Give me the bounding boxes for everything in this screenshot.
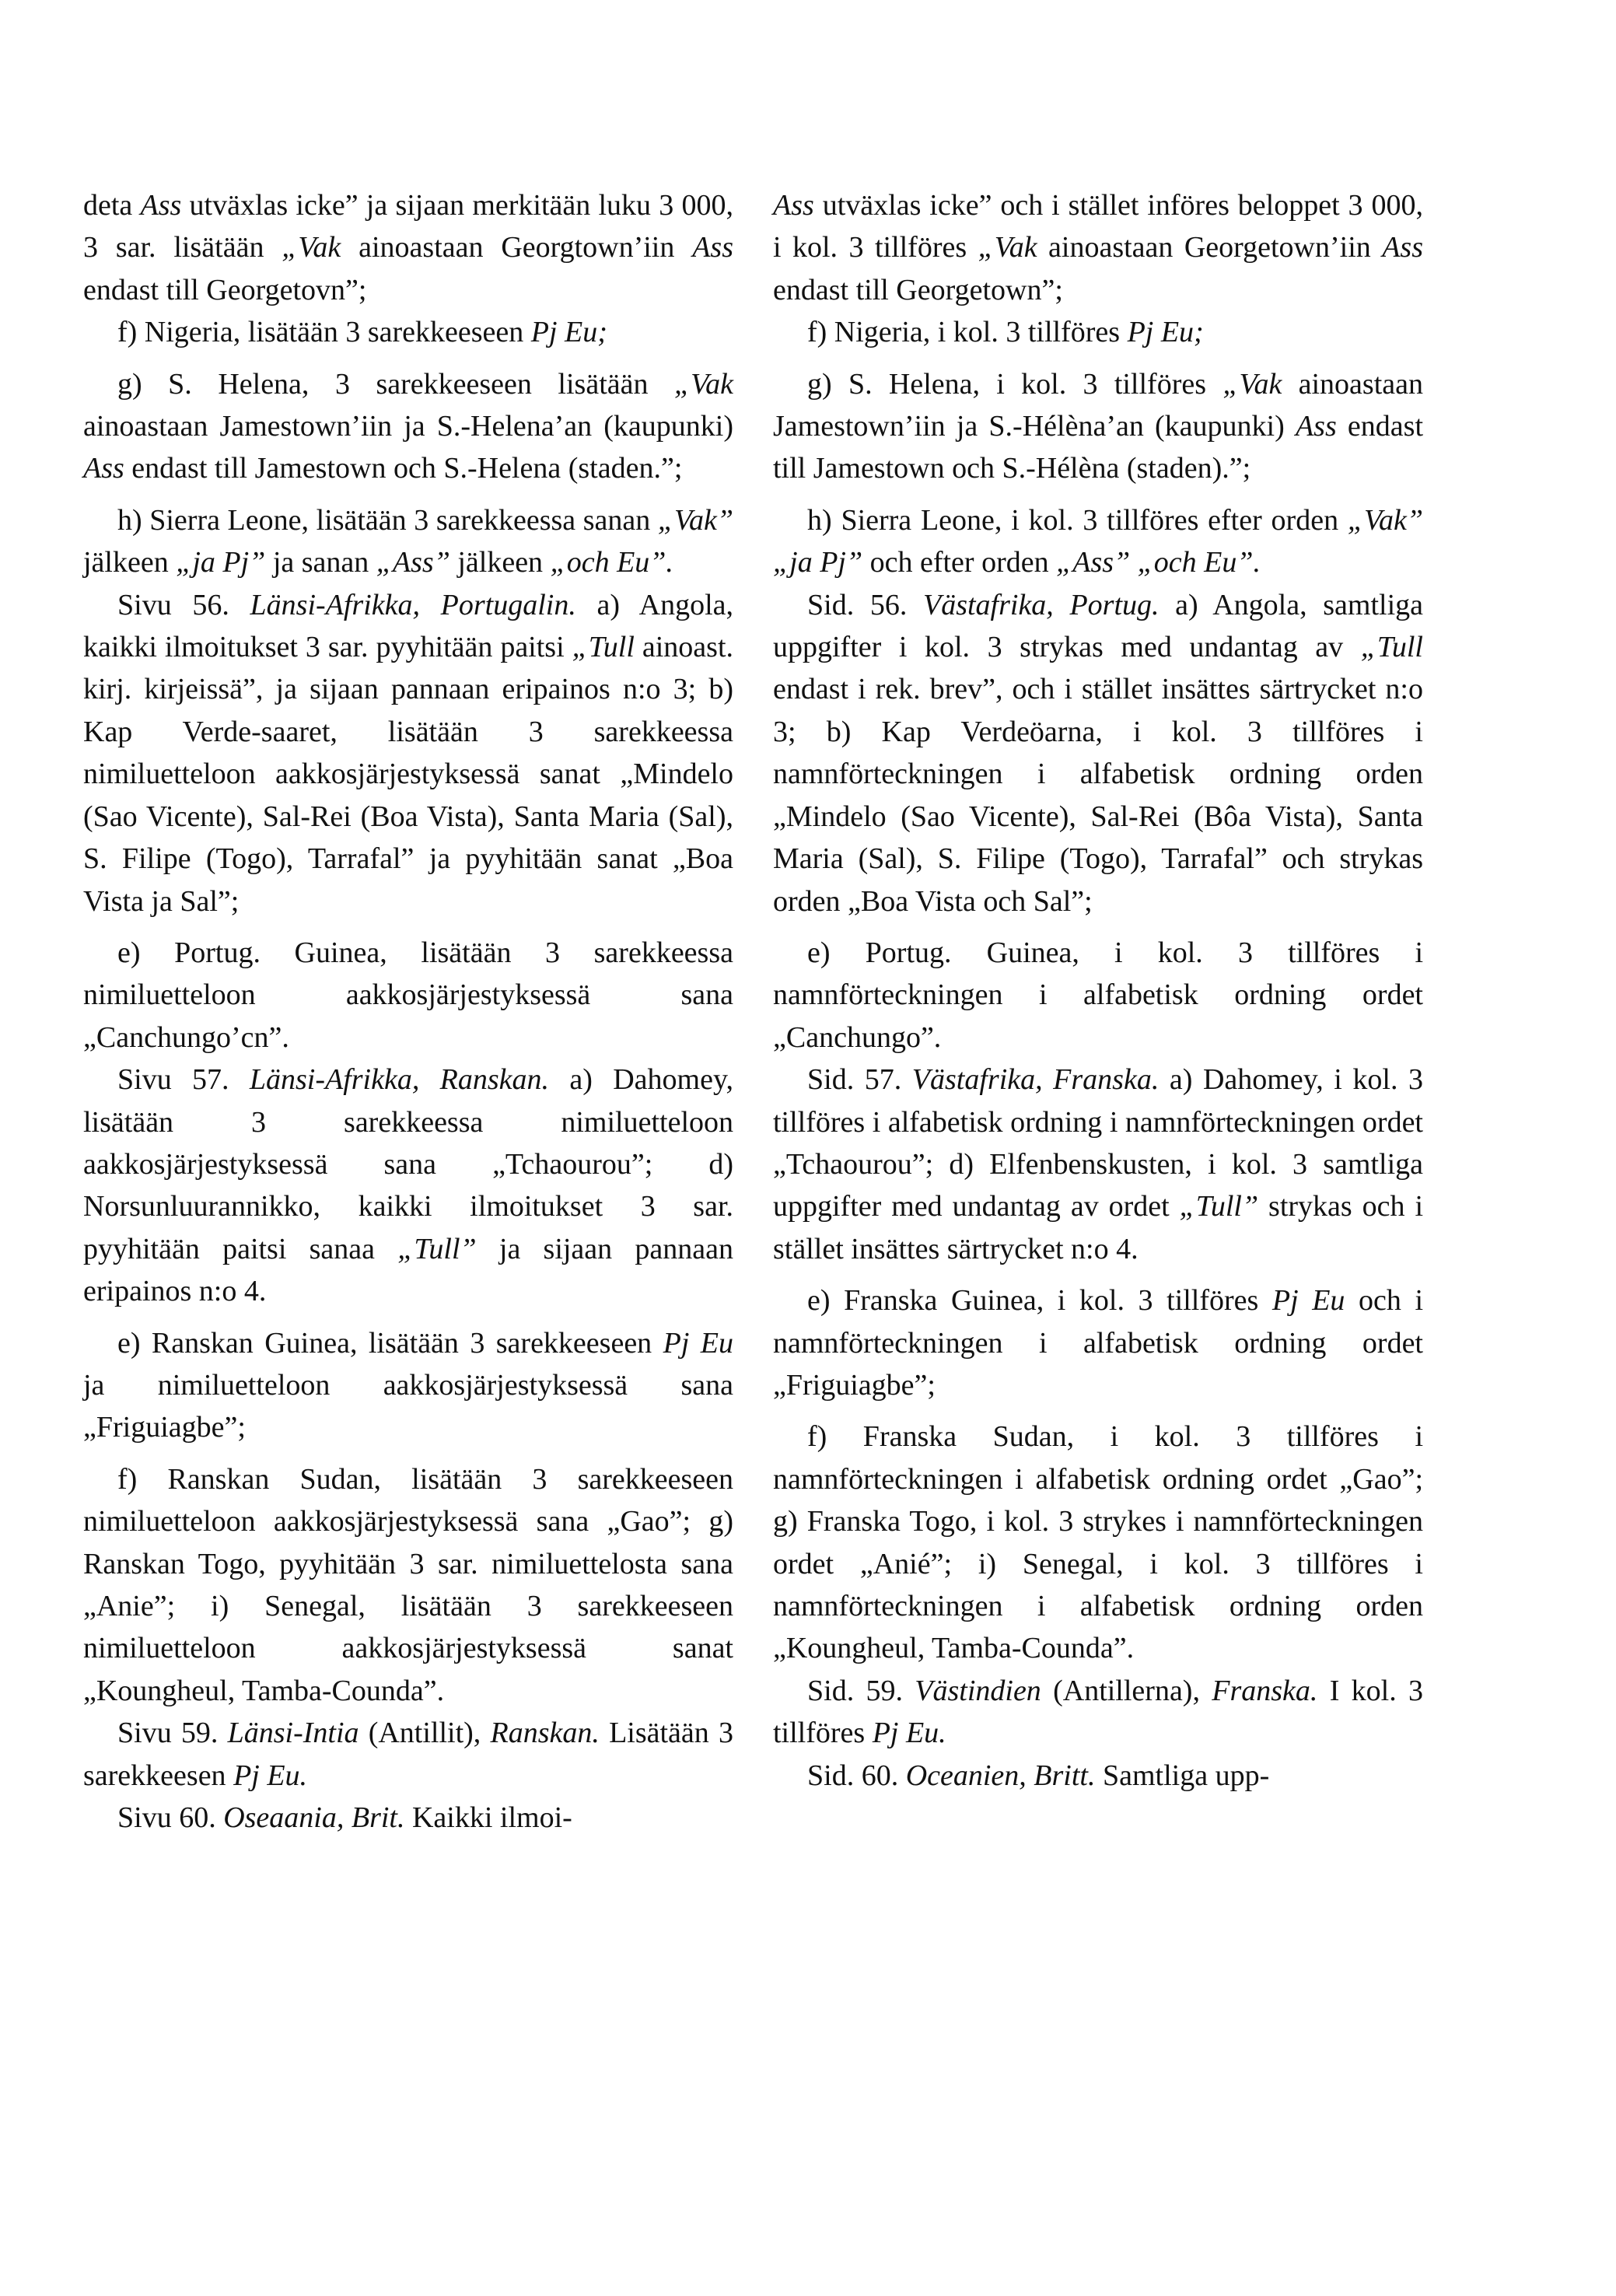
- italic-text: Pj Eu.: [233, 1759, 308, 1792]
- text-run: f) Franska Sudan, i kol. 3 tillföres i namnförteckningen i alfabetisk ordning ordet „Gao”; g) Franska Togo, i kol. 3 strykes i namnförteckningen ordet „Anié”; i) Senegal, i kol. 3 tillföres i namnförteckningen i alfabetisk ordning orden „Koungheul, Tamba-Counda”.: [773, 1420, 1423, 1665]
- text-run: jälkeen: [449, 546, 551, 579]
- italic-text: „Tull: [1360, 631, 1423, 664]
- text-run: a) Angola, kaikki ilmoitukset 3 sar. pyyhitään paitsi: [83, 588, 733, 664]
- text-run: ainoastaan Jamestown’iin ja S.-Hélèna’an (kaupunki): [773, 367, 1423, 443]
- finnish-text-column: [83, 184, 733, 1839]
- text-run: Lisätään 3 sarekkeesen: [83, 1717, 733, 1792]
- italic-text: „Tull: [572, 631, 635, 664]
- italic-text: Ass: [1382, 231, 1424, 264]
- text-run: a) Angola, samtliga uppgifter i kol. 3 strykas med undantag av: [773, 588, 1423, 664]
- text-run: g) S. Helena, i kol. 3 tillföres: [807, 367, 1223, 401]
- text-run: strykas och i stället insättes särtrycket n:o 4.: [773, 1190, 1424, 1265]
- text-run: h) Sierra Leone, i kol. 3 tillföres efter orden: [807, 503, 1348, 537]
- text-run: Sivu 56.: [117, 588, 250, 621]
- text-run: endast till Jamestown och S.-Hélèna (staden).”;: [773, 410, 1423, 485]
- italic-text: Länsi-Afrikka, Portugalin.: [250, 588, 576, 621]
- text-run: ainoast. kirj. kirjeissä”, ja sijaan pannaan eripainos n:o 3; b) Kap Verde-saaret, lisätään 3 sarekkeessa nimiluetteloon aakkosjärjestyksessä sanat „Mindelo (Sao Vicente), Sal-Rei (Boa Vista), Santa Maria (Sal), S. Filipe (Togo), Tarrafal” ja pyyhitään sanat „Boa Vista ja Sal”;: [83, 631, 733, 918]
- italic-text: Pj Eu: [1271, 1284, 1345, 1318]
- paragraph: [83, 1712, 733, 1797]
- text-run: h) Sierra Leone, lisätään 3 sarekkeessa sanan: [117, 503, 658, 537]
- paragraph: [773, 184, 1423, 311]
- italic-text: Länsi-Intia: [227, 1717, 359, 1750]
- italic-text: Pj Eu;: [1127, 316, 1204, 349]
- text-run: utväxlas icke” ja sijaan merkitään luku 3 000, 3 sar. lisätään: [83, 189, 733, 264]
- text-run: endast till Jamestown och S.-Helena (staden.”;: [124, 452, 683, 485]
- italic-text: Ass: [140, 189, 182, 222]
- italic-text: Ass: [1295, 410, 1337, 443]
- text-run: ainoastaan Georgetown’iin: [1037, 231, 1383, 264]
- italic-text: Franska.: [1212, 1674, 1318, 1707]
- italic-text: Västindien: [915, 1674, 1041, 1707]
- italic-text: „ja Pj”: [176, 546, 266, 579]
- text-run: g) S. Helena, 3 sarekkeeseen lisätään: [117, 367, 674, 401]
- text-run: f) Nigeria, lisätään 3 sarekkeeseen: [117, 316, 531, 349]
- text-run: utväxlas icke” och i stället införes beloppet 3 000, i kol. 3 tillföres: [773, 189, 1423, 264]
- italic-text: Oceanien, Britt.: [905, 1759, 1096, 1792]
- text-run: Sivu 59.: [117, 1717, 228, 1750]
- italic-text: „ja Pj”: [773, 546, 863, 579]
- text-run: Sid. 60.: [807, 1759, 906, 1792]
- text-run: e) Ranskan Guinea, lisätään 3 sarekkeeseen: [117, 1326, 663, 1360]
- paragraph: [83, 1059, 733, 1312]
- text-run: I kol. 3 tillföres: [773, 1674, 1423, 1750]
- paragraph: [83, 932, 733, 1059]
- text-run: [1130, 546, 1138, 579]
- text-run: (Antillit),: [359, 1717, 491, 1750]
- italic-text: „Vak: [674, 367, 733, 401]
- italic-text: „Tull”: [1179, 1190, 1259, 1223]
- italic-text: „Vak”: [1347, 503, 1423, 537]
- italic-text: „Vak: [978, 231, 1037, 264]
- paragraph: [773, 311, 1423, 353]
- paragraph: [83, 184, 733, 311]
- italic-text: Västafrika, Franska.: [911, 1063, 1160, 1097]
- text-run: (Antillerna),: [1041, 1674, 1212, 1707]
- paragraph: [83, 584, 733, 922]
- paragraph: [83, 1458, 733, 1712]
- text-run: Sivu 57.: [117, 1063, 250, 1097]
- paragraph: [773, 1416, 1423, 1669]
- paragraph: [773, 363, 1423, 490]
- text-run: endast till Georgetovn”;: [83, 273, 367, 306]
- italic-text: Pj Eu.: [872, 1717, 946, 1750]
- italic-text: Pj Eu: [663, 1326, 734, 1360]
- swedish-text-column: [773, 184, 1423, 1797]
- paragraph: [83, 363, 733, 490]
- text-run: deta: [83, 189, 141, 222]
- text-run: e) Portug. Guinea, lisätään 3 sarekkeessa nimiluetteloon aakkosjärjestyksessä sana „Canchungo’cn”.: [83, 936, 733, 1054]
- text-run: ja sijaan pannaan eripainos n:o 4.: [83, 1232, 733, 1308]
- text-run: endast i rek. brev”, och i stället insättes särtrycket n:o 3; b) Kap Verdeöarna, i kol. 3 tillföres i namnförteckningen i alfabetisk ordning orden „Mindelo (Sao Vicente), Sal-Rei (Bôa Vista), Santa Maria (Sal), S. Filipe (Togo), Tarrafal” och strykas orden „Boa Vista och Sal”;: [773, 673, 1423, 918]
- paragraph: [773, 1670, 1423, 1755]
- text-run: f) Nigeria, i kol. 3 tillföres: [807, 316, 1128, 349]
- italic-text: „Ass”: [376, 546, 450, 579]
- text-run: Samtliga upp-: [1095, 1759, 1270, 1792]
- italic-text: „Vak: [282, 231, 341, 264]
- text-run: jälkeen: [83, 546, 177, 579]
- text-run: ainoastaan Jamestown’iin ja S.-Helena’an (kaupunki): [83, 410, 733, 443]
- text-run: e) Portug. Guinea, i kol. 3 tillföres i namnförteckningen i alfabetisk ordning ordet „Canchungo”.: [773, 936, 1423, 1054]
- italic-text: „Tull”: [397, 1232, 477, 1265]
- text-run: endast till Georgetown”;: [773, 273, 1063, 306]
- paragraph: [773, 1755, 1423, 1797]
- italic-text: „Vak: [1222, 367, 1282, 401]
- text-run: e) Franska Guinea, i kol. 3 tillföres: [807, 1284, 1272, 1318]
- text-run: ainoastaan Georgtown’iin: [341, 231, 693, 264]
- paragraph: [773, 1279, 1423, 1406]
- paragraph: [83, 1322, 733, 1449]
- italic-text: Ass: [773, 189, 814, 222]
- paragraph: [83, 311, 733, 353]
- italic-text: „Vak”: [657, 503, 733, 537]
- paragraph: [83, 499, 733, 584]
- paragraph: [773, 932, 1423, 1059]
- text-run: Kaikki ilmoi-: [404, 1801, 572, 1835]
- paragraph: [773, 584, 1423, 922]
- italic-text: Pj Eu;: [530, 316, 607, 349]
- text-run: Sid. 59.: [807, 1674, 915, 1707]
- italic-text: „och Eu”.: [1137, 546, 1261, 579]
- text-run: Sid. 56.: [807, 588, 923, 621]
- italic-text: Västafrika, Portug.: [922, 588, 1160, 621]
- italic-text: Länsi-Afrikka, Ranskan.: [249, 1063, 550, 1097]
- italic-text: Ass: [692, 231, 733, 264]
- text-run: Sivu 60.: [117, 1801, 224, 1835]
- italic-text: Ranskan.: [490, 1717, 600, 1750]
- italic-text: „Ass”: [1056, 546, 1131, 579]
- italic-text: Oseaania, Brit.: [223, 1801, 405, 1835]
- italic-text: Ass: [83, 452, 124, 485]
- text-run: och i namnförteckningen i alfabetisk ordning ordet „Friguiagbe”;: [773, 1284, 1424, 1402]
- text-run: ja nimiluetteloon aakkosjärjestyksessä sana „Friguiagbe”;: [83, 1368, 733, 1444]
- text-run: a) Dahomey, lisätään 3 sarekkeessa nimiluetteloon aakkosjärjestyksessä sana „Tchaourou”; d) Norsunluurannikko, kaikki ilmoitukset 3 sar. pyyhitään paitsi sanaa: [83, 1063, 733, 1265]
- text-run: ja sanan: [265, 546, 376, 579]
- italic-text: „och Eu”.: [550, 546, 673, 579]
- text-run: a) Dahomey, i kol. 3 tillföres i alfabetisk ordning i namnförteckningen ordet „Tchaourou”; d) Elfenbenskusten, i kol. 3 samtliga uppgifter med undantag av ordet: [773, 1063, 1423, 1223]
- paragraph: [773, 1059, 1423, 1270]
- text-run: och efter orden: [862, 546, 1057, 579]
- paragraph: [83, 1797, 733, 1839]
- text-run: Sid. 57.: [807, 1063, 912, 1097]
- text-run: f) Ranskan Sudan, lisätään 3 sarekkeeseen nimiluetteloon aakkosjärjestyksessä sana „Gao”; g) Ranskan Togo, pyyhitään 3 sar. nimiluettelosta sana „Anie”; i) Senegal, lisätään 3 sarekkeeseen nimiluetteloon aakkosjärjestyksessä sanat „Koungheul, Tamba-Counda”.: [83, 1462, 733, 1707]
- paragraph: [773, 499, 1423, 584]
